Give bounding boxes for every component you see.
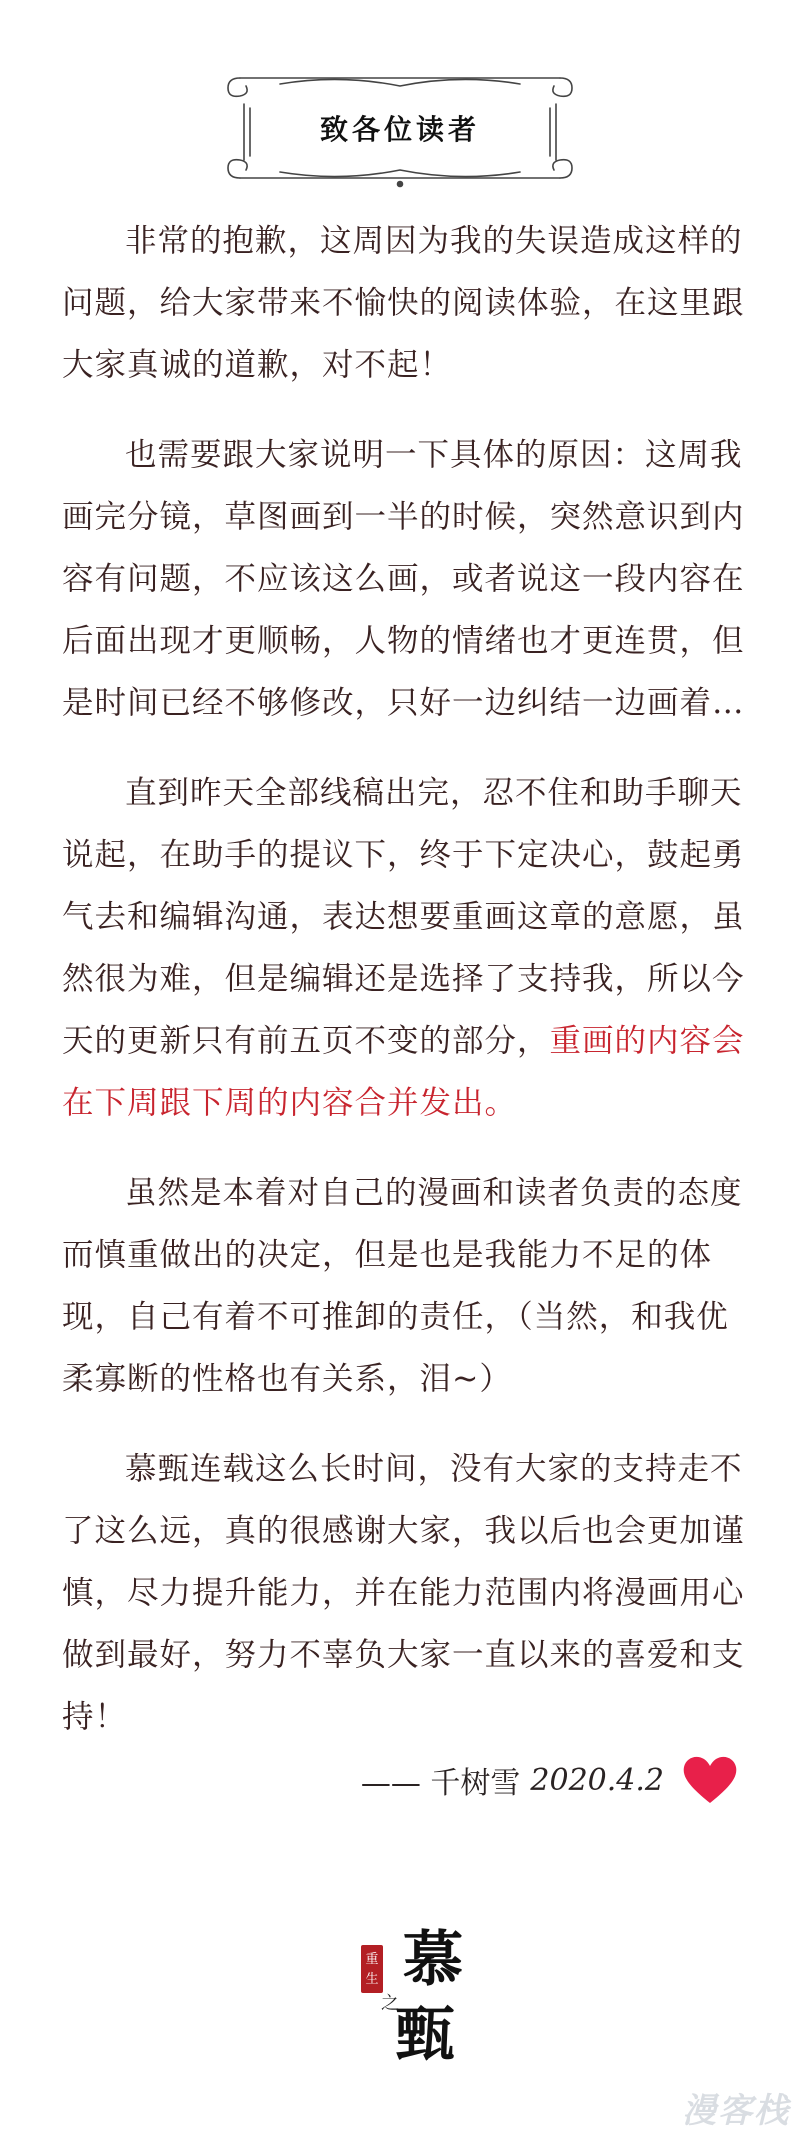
paragraph-responsibility: 虽然是本着对自己的漫画和读者负责的态度而慎重做出的决定，但是也是我能力不足的体现，自己有着不可推卸的责任，（当然，和我优柔寡断的性格也有关系，泪~） bbox=[62, 1175, 743, 1397]
signature-author: —— 千树雪 bbox=[360, 1766, 521, 1801]
watermark-logo: 漫客栈 bbox=[682, 2091, 790, 2131]
paragraph-reason: 也需要跟大家说明一下具体的原因：这周我画完分镜，草图画到一半的时候，突然意识到内容有问题，不应该这么画，或者说这一段内容在后面出现才更顺畅，人物的情绪也才更连贯，但是时间已经不够修改，只好一边纠结一边画着… bbox=[62, 437, 745, 721]
logo-title-char-1: 慕 bbox=[403, 1925, 463, 1995]
paragraph-decision: 直到昨天全部线稿出完，忍不住和助手聊天说起，在助手的提议下，终于下定决心，鼓起勇气去和编辑沟通，表达想要重画这章的意愿，虽然很为难，但是编辑还是选择了支持我，所以今天的更新只有前五页不变的部分，重画的内容会在下周跟下周的内容合并发出。 bbox=[62, 775, 745, 1121]
letter-body bbox=[62, 210, 748, 1776]
heart-icon bbox=[682, 1755, 738, 1805]
logo-title-char-2: 甄 bbox=[395, 2000, 455, 2070]
signature-date: 2020.4.2 bbox=[530, 1762, 664, 1798]
highlight-notice: 重画的内容会在下周跟下周的内容合并发出。 bbox=[62, 1023, 745, 1121]
paragraph-apology: 非常的抱歉，这周因为我的失误造成这样的问题，给大家带来不愉快的阅读体验，在这里跟大家真诚的道歉，对不起！ bbox=[62, 223, 745, 383]
page-title: 致各位读者 bbox=[319, 113, 480, 146]
logo-small-char: 之 bbox=[381, 1993, 399, 2014]
logo-seal-text-1: 重 bbox=[365, 1952, 379, 1967]
comic-logo-icon bbox=[355, 1905, 475, 2075]
logo-seal-text-2: 生 bbox=[365, 1972, 379, 1987]
signature bbox=[361, 1755, 738, 1805]
title-frame bbox=[220, 68, 580, 188]
paragraph-thanks: 慕甄连载这么长时间，没有大家的支持走不了这么远，真的很感谢大家，我以后也会更加谨慎，尽力提升能力，并在能力范围内将漫画用心做到最好，努力不辜负大家一直以来的喜爱和支持！ bbox=[62, 1451, 745, 1735]
